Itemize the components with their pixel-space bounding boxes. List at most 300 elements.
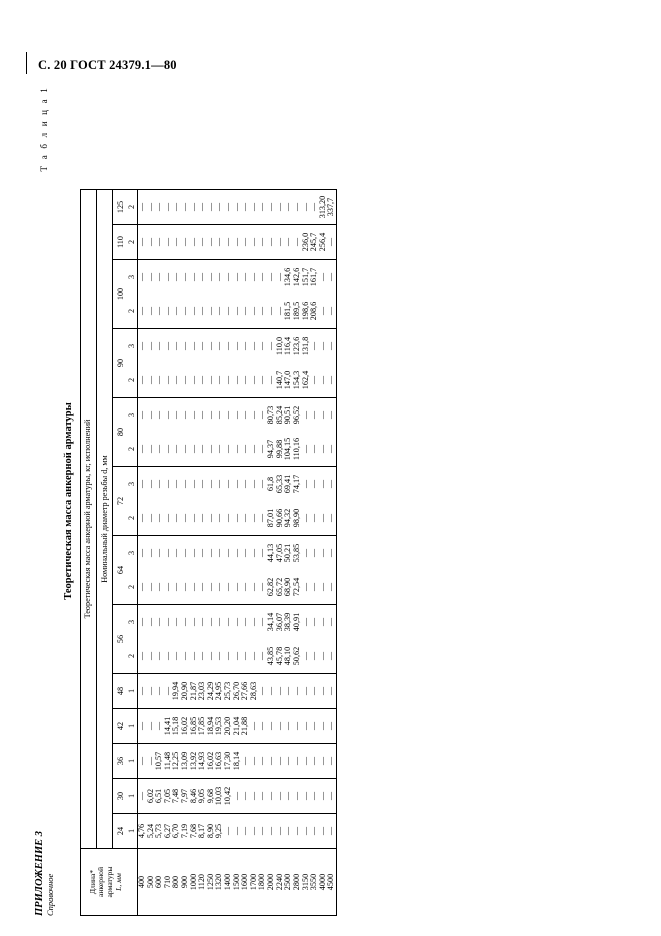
cell-72_3-2000: 61,8 xyxy=(267,467,276,502)
cell-90_2-1120: — xyxy=(197,375,207,385)
cell-90_2-2240: 140,7 xyxy=(274,370,284,390)
cell-30_1-1700: — xyxy=(250,779,259,814)
cell-72_3-1250: — xyxy=(207,467,216,502)
cell-100_3-2000: — xyxy=(267,260,276,295)
cell-110_2-1500: — xyxy=(233,225,242,260)
cell-64_2-1400: — xyxy=(223,582,233,592)
execution-header-110-2: 2 xyxy=(128,225,137,260)
cell-100_2-2500: 181,5 xyxy=(283,301,293,321)
cell-56_3-1400: — xyxy=(224,605,233,640)
cell-48_1-710: — xyxy=(164,674,173,709)
cell-48_1-2240: — xyxy=(276,674,285,709)
cell-36_1-4500: — xyxy=(327,744,336,779)
cell-90_2-1500: — xyxy=(231,375,241,385)
cell-72_2-600: — xyxy=(154,513,164,523)
cell-100_2-1120: — xyxy=(197,306,207,316)
cell-80_3-1000: — xyxy=(190,398,199,433)
cell-24_1-1700: — xyxy=(250,814,259,849)
cell-100_2-710: — xyxy=(162,306,172,316)
cell-64_3-2000: 44,13 xyxy=(267,536,276,571)
cell-56_2-710: — xyxy=(162,651,172,661)
table-row xyxy=(327,190,336,916)
cell-90_3-2000: — xyxy=(267,329,276,364)
execution-header-42-1: 1 xyxy=(128,709,137,744)
diameter-header-56: 56 xyxy=(113,605,128,674)
cell-80_2-4500: — xyxy=(327,432,336,467)
cell-100_2-3150: 198,6 xyxy=(300,301,310,321)
cell-24_1-1000: 7,68 xyxy=(190,814,199,849)
cell-24_1-2500: — xyxy=(284,814,293,849)
cell-56_2-3550: — xyxy=(309,651,319,661)
cell-80_2-3550: — xyxy=(309,444,319,454)
cell-72_2-710: — xyxy=(162,513,172,523)
row-length-500: 500 xyxy=(147,849,156,916)
cell-110_2-3550: 245,7 xyxy=(310,225,319,260)
cell-100_3-1400: — xyxy=(224,260,233,295)
cell-56_3-2000: 34,14 xyxy=(267,605,276,640)
cell-72_2-2800: 98,90 xyxy=(291,508,301,528)
execution-header-72-2: 2 xyxy=(128,501,137,536)
cell-56_2-1500: — xyxy=(231,651,241,661)
header-row-mass xyxy=(81,190,97,916)
cell-110_2-2500: — xyxy=(284,225,293,260)
cell-90_3-400: — xyxy=(137,329,146,364)
cell-90_2-2500: 147,0 xyxy=(283,370,293,390)
cell-90_3-1250: — xyxy=(207,329,216,364)
cell-56_3-1500: — xyxy=(233,605,242,640)
cell-56_3-1320: — xyxy=(215,605,224,640)
cell-64_3-3550: — xyxy=(310,536,319,571)
row-length-800: 800 xyxy=(172,849,181,916)
row-length-710: 710 xyxy=(164,849,173,916)
cell-100_2-1250: — xyxy=(205,306,215,316)
cell-125_2-2800: — xyxy=(293,190,302,225)
cell-64_3-400: — xyxy=(137,536,146,571)
cell-36_1-3550: — xyxy=(310,744,319,779)
cell-42_1-600: — xyxy=(155,709,164,744)
cell-125_2-4500: 337,7 xyxy=(327,190,336,225)
cell-36_1-2800: — xyxy=(293,744,302,779)
cell-100_3-3150: 151,7 xyxy=(302,260,311,295)
cell-72_2-1600: — xyxy=(240,513,250,523)
cell-100_3-1600: — xyxy=(241,260,250,295)
row-length-4500: 4500 xyxy=(327,849,336,916)
cell-80_3-2240: 85,24 xyxy=(276,398,285,433)
cell-36_1-800: 12,25 xyxy=(172,744,181,779)
cell-100_2-1000: — xyxy=(188,306,198,316)
execution-header-72-3: 3 xyxy=(128,467,137,502)
cell-72_3-1700: — xyxy=(250,467,259,502)
cell-42_1-1400: 20,20 xyxy=(224,709,233,744)
cell-42_1-1700: — xyxy=(250,709,259,744)
cell-56_3-1700: — xyxy=(250,605,259,640)
cell-72_2-800: — xyxy=(171,513,181,523)
diameter-header-42: 42 xyxy=(113,709,128,744)
cell-64_3-1250: — xyxy=(207,536,216,571)
cell-125_2-3550: — xyxy=(310,190,319,225)
cell-80_3-900: — xyxy=(181,398,190,433)
row-length-900: 900 xyxy=(181,849,190,916)
cell-100_2-4500: — xyxy=(327,294,336,329)
row-length-3550: 3550 xyxy=(310,849,319,916)
cell-80_3-4000: — xyxy=(319,398,328,433)
cell-80_3-1800: — xyxy=(258,398,267,433)
cell-80_2-1250: — xyxy=(205,444,215,454)
cell-90_3-2800: 123,6 xyxy=(293,329,302,364)
cell-30_1-1320: 10,03 xyxy=(215,779,224,814)
cell-36_1-1250: 16,02 xyxy=(207,744,216,779)
cell-90_3-1120: — xyxy=(198,329,207,364)
cell-100_2-500: — xyxy=(145,306,155,316)
cell-48_1-500: — xyxy=(147,674,156,709)
cell-90_3-1000: — xyxy=(190,329,199,364)
cell-56_2-500: — xyxy=(145,651,155,661)
cell-48_1-3150: — xyxy=(302,674,311,709)
cell-80_2-1700: — xyxy=(248,444,258,454)
cell-110_2-3150: 236,0 xyxy=(302,225,311,260)
cell-110_2-900: — xyxy=(181,225,190,260)
cell-80_3-1700: — xyxy=(250,398,259,433)
cell-100_2-2000: — xyxy=(266,306,276,316)
cell-110_2-1700: — xyxy=(250,225,259,260)
cell-90_3-800: — xyxy=(172,329,181,364)
cell-36_1-2500: — xyxy=(284,744,293,779)
row-length-1600: 1600 xyxy=(241,849,250,916)
cell-30_1-800: 7,48 xyxy=(172,779,181,814)
cell-56_2-2000: 43,85 xyxy=(266,646,276,666)
cell-64_2-4000: — xyxy=(317,582,327,592)
diameter-header-24: 24 xyxy=(113,814,128,849)
cell-72_3-900: — xyxy=(181,467,190,502)
cell-90_3-1500: — xyxy=(233,329,242,364)
cell-90_2-800: — xyxy=(171,375,181,385)
cell-80_3-400: — xyxy=(137,398,146,433)
cell-64_3-1800: — xyxy=(258,536,267,571)
cell-42_1-1000: 16,85 xyxy=(190,709,199,744)
cell-24_1-2800: — xyxy=(293,814,302,849)
cell-48_1-1250: 24,29 xyxy=(207,674,216,709)
cell-24_1-1800: — xyxy=(258,814,267,849)
cell-42_1-3150: — xyxy=(302,709,311,744)
cell-36_1-1500: 18,14 xyxy=(233,744,242,779)
cell-72_2-4000: — xyxy=(317,513,327,523)
cell-56_2-2500: 48,10 xyxy=(283,646,293,666)
cell-80_2-2240: 99,88 xyxy=(274,439,284,459)
cell-100_3-1700: — xyxy=(250,260,259,295)
row-length-1500: 1500 xyxy=(233,849,242,916)
cell-48_1-1320: 24,95 xyxy=(215,674,224,709)
cell-56_3-800: — xyxy=(172,605,181,640)
cell-110_2-500: — xyxy=(147,225,156,260)
cell-80_3-1400: — xyxy=(224,398,233,433)
execution-header-100-2: 2 xyxy=(128,294,137,329)
cell-80_3-1320: — xyxy=(215,398,224,433)
cell-56_2-1800: — xyxy=(257,651,267,661)
cell-24_1-4000: — xyxy=(319,814,328,849)
cell-36_1-2240: — xyxy=(276,744,285,779)
cell-24_1-1400: — xyxy=(224,814,233,849)
cell-90_3-500: — xyxy=(147,329,156,364)
cell-30_1-1400: 10,42 xyxy=(224,779,233,814)
cell-48_1-1000: 21,87 xyxy=(190,674,199,709)
cell-100_3-900: — xyxy=(181,260,190,295)
cell-90_2-2000: — xyxy=(266,375,276,385)
cell-90_3-1800: — xyxy=(258,329,267,364)
row-length-4000: 4000 xyxy=(319,849,328,916)
cell-42_1-1500: 21,04 xyxy=(233,709,242,744)
cell-56_3-710: — xyxy=(164,605,173,640)
cell-56_3-3150: — xyxy=(302,605,311,640)
cell-90_2-4000: — xyxy=(317,375,327,385)
cell-80_2-1600: — xyxy=(240,444,250,454)
cell-48_1-2800: — xyxy=(293,674,302,709)
cell-72_2-2240: 90,66 xyxy=(274,508,284,528)
cell-72_2-3150: — xyxy=(300,513,310,523)
cell-72_2-500: — xyxy=(145,513,155,523)
cell-64_2-1800: — xyxy=(257,582,267,592)
cell-90_3-1400: — xyxy=(224,329,233,364)
cell-36_1-500: — xyxy=(147,744,156,779)
diameter-header-100: 100 xyxy=(113,260,128,329)
header-row-diam xyxy=(97,190,113,916)
cell-48_1-1120: 23,03 xyxy=(198,674,207,709)
cell-42_1-4500: — xyxy=(327,709,336,744)
execution-header-80-2: 2 xyxy=(128,432,137,467)
cell-30_1-600: 6,51 xyxy=(155,779,164,814)
cell-90_2-1600: — xyxy=(240,375,250,385)
cell-125_2-1600: — xyxy=(241,190,250,225)
cell-56_3-3550: — xyxy=(310,605,319,640)
diameter-header-125: 125 xyxy=(113,190,128,225)
cell-30_1-1800: — xyxy=(258,779,267,814)
cell-110_2-1400: — xyxy=(224,225,233,260)
execution-header-80-3: 3 xyxy=(128,398,137,433)
cell-42_1-1320: 19,53 xyxy=(215,709,224,744)
cell-56_3-2240: 36,07 xyxy=(276,605,285,640)
cell-125_2-1000: — xyxy=(190,190,199,225)
cell-48_1-800: 19,94 xyxy=(172,674,181,709)
execution-header-48-1: 1 xyxy=(128,674,137,709)
cell-90_2-500: — xyxy=(145,375,155,385)
cell-48_1-1700: 28,63 xyxy=(250,674,259,709)
cell-80_3-1250: — xyxy=(207,398,216,433)
cell-100_3-800: — xyxy=(172,260,181,295)
cell-64_2-400: — xyxy=(136,582,146,592)
cell-64_2-800: — xyxy=(171,582,181,592)
execution-header-24-1: 1 xyxy=(128,814,137,849)
cell-80_3-4500: — xyxy=(327,398,336,433)
row-length-2000: 2000 xyxy=(267,849,276,916)
cell-90_3-4000: — xyxy=(319,329,328,364)
cell-90_3-4500: — xyxy=(327,329,336,364)
cell-72_2-1700: — xyxy=(248,513,258,523)
cell-42_1-2240: — xyxy=(276,709,285,744)
cell-100_2-900: — xyxy=(180,306,189,316)
cell-30_1-500: 6,02 xyxy=(147,779,156,814)
table-number-label: Т а б л и ц а 1 xyxy=(39,86,49,172)
cell-100_3-4000: — xyxy=(319,260,328,295)
cell-80_2-4000: — xyxy=(317,444,327,454)
cell-24_1-1500: — xyxy=(233,814,242,849)
cell-56_2-1400: — xyxy=(223,651,233,661)
cell-72_2-4500: — xyxy=(327,501,336,536)
cell-80_3-3150: — xyxy=(302,398,311,433)
cell-56_3-500: — xyxy=(147,605,156,640)
cell-42_1-2500: — xyxy=(284,709,293,744)
cell-90_3-1600: — xyxy=(241,329,250,364)
cell-80_2-2800: 110,16 xyxy=(291,437,301,461)
cell-72_3-2240: 65,33 xyxy=(276,467,285,502)
cell-72_2-2500: 94,32 xyxy=(283,508,293,528)
cell-80_2-1500: — xyxy=(231,444,241,454)
cell-125_2-2240: — xyxy=(276,190,285,225)
cell-90_2-710: — xyxy=(162,375,172,385)
cell-56_2-4000: — xyxy=(317,651,327,661)
cell-64_3-710: — xyxy=(164,536,173,571)
cell-64_2-900: — xyxy=(180,582,189,592)
cell-72_3-500: — xyxy=(147,467,156,502)
diameter-header-90: 90 xyxy=(113,329,128,398)
cell-110_2-2800: — xyxy=(293,225,302,260)
cell-24_1-1250: 8,90 xyxy=(207,814,216,849)
cell-56_2-400: — xyxy=(136,651,146,661)
cell-100_2-600: — xyxy=(154,306,164,316)
cell-64_2-2800: 72,54 xyxy=(291,577,301,597)
cell-100_3-600: — xyxy=(155,260,164,295)
cell-110_2-2240: — xyxy=(276,225,285,260)
cell-36_1-600: 10,57 xyxy=(155,744,164,779)
cell-64_2-500: — xyxy=(145,582,155,592)
cell-100_3-400: — xyxy=(137,260,146,295)
cell-100_2-3550: 208,6 xyxy=(309,301,319,321)
cell-110_2-4000: 256,4 xyxy=(319,225,328,260)
cell-64_2-1250: — xyxy=(205,582,215,592)
cell-100_3-1800: — xyxy=(258,260,267,295)
cell-80_3-710: — xyxy=(164,398,173,433)
cell-36_1-400: — xyxy=(137,744,146,779)
cell-90_2-1000: — xyxy=(188,375,198,385)
cell-64_3-2500: 50,21 xyxy=(284,536,293,571)
stub-head-line4: L, мм xyxy=(114,873,124,891)
cell-110_2-1000: — xyxy=(190,225,199,260)
cell-90_2-400: — xyxy=(136,375,146,385)
appendix-subtitle: Справочное xyxy=(45,873,55,916)
cell-30_1-2500: — xyxy=(284,779,293,814)
cell-64_2-710: — xyxy=(162,582,172,592)
diameter-header-48: 48 xyxy=(113,674,128,709)
cell-42_1-1120: 17,85 xyxy=(198,709,207,744)
cell-30_1-400: — xyxy=(137,779,146,814)
cell-72_3-800: — xyxy=(172,467,181,502)
cell-64_3-4000: — xyxy=(319,536,328,571)
cell-56_3-900: — xyxy=(181,605,190,640)
cell-48_1-1800: — xyxy=(258,674,267,709)
rotated-content xyxy=(34,86,337,916)
row-length-1320: 1320 xyxy=(215,849,224,916)
cell-64_3-600: — xyxy=(155,536,164,571)
cell-64_2-2240: 65,72 xyxy=(274,577,284,597)
cell-80_3-1500: — xyxy=(233,398,242,433)
cell-80_2-800: — xyxy=(171,444,181,454)
cell-48_1-2000: — xyxy=(267,674,276,709)
row-length-1120: 1120 xyxy=(198,849,207,916)
cell-90_2-2800: 154,3 xyxy=(291,370,301,390)
diameter-header-30: 30 xyxy=(113,779,128,814)
cell-42_1-500: — xyxy=(147,709,156,744)
cell-64_3-900: — xyxy=(181,536,190,571)
cell-90_2-1400: — xyxy=(223,375,233,385)
row-length-2800: 2800 xyxy=(293,849,302,916)
cell-72_3-1320: — xyxy=(215,467,224,502)
cell-64_3-1000: — xyxy=(190,536,199,571)
stub-header-cell xyxy=(81,849,129,916)
cell-80_3-2800: 96,52 xyxy=(293,398,302,433)
cell-72_3-1500: — xyxy=(233,467,242,502)
execution-header-36-1: 1 xyxy=(128,744,137,779)
row-length-3150: 3150 xyxy=(302,849,311,916)
execution-header-64-3: 3 xyxy=(128,536,137,571)
cell-64_3-1500: — xyxy=(233,536,242,571)
mass-table xyxy=(80,189,337,916)
cell-100_3-710: — xyxy=(164,260,173,295)
stub-head-line2: анкерной xyxy=(96,866,106,898)
cell-24_1-710: 6,27 xyxy=(164,814,173,849)
cell-125_2-900: — xyxy=(181,190,190,225)
appendix-number: ПРИЛОЖЕНИЕ 3 xyxy=(34,831,45,916)
cell-56_2-1600: — xyxy=(240,651,250,661)
cell-100_3-3550: 161,7 xyxy=(310,260,319,295)
cell-48_1-3550: — xyxy=(310,674,319,709)
cell-110_2-400: — xyxy=(137,225,146,260)
cell-80_2-1400: — xyxy=(223,444,233,454)
cell-42_1-2000: — xyxy=(267,709,276,744)
cell-24_1-2000: — xyxy=(267,814,276,849)
cell-90_2-600: — xyxy=(154,375,164,385)
cell-24_1-400: 4,76 xyxy=(137,814,146,849)
cell-36_1-1400: 17,30 xyxy=(224,744,233,779)
cell-100_2-4000: — xyxy=(317,306,327,316)
cell-72_3-4500: — xyxy=(327,467,336,502)
cell-42_1-710: 14,41 xyxy=(164,709,173,744)
cell-100_2-1500: — xyxy=(231,306,241,316)
diameter-header-64: 64 xyxy=(113,536,128,605)
cell-42_1-900: 16,02 xyxy=(181,709,190,744)
cell-48_1-400: — xyxy=(137,674,146,709)
cell-125_2-1320: — xyxy=(215,190,224,225)
span-header-diameter: Номинальный диаметр резьбы d, мм xyxy=(97,190,113,849)
cell-80_2-1800: — xyxy=(257,444,267,454)
cell-72_3-2500: 69,41 xyxy=(284,467,293,502)
cell-36_1-4000: — xyxy=(319,744,328,779)
cell-90_2-1800: — xyxy=(257,375,267,385)
cell-48_1-900: 20,90 xyxy=(181,674,190,709)
cell-64_3-1600: — xyxy=(241,536,250,571)
cell-100_2-800: — xyxy=(171,306,181,316)
cell-56_3-4000: — xyxy=(319,605,328,640)
execution-header-56-3: 3 xyxy=(128,605,137,640)
cell-125_2-1250: — xyxy=(207,190,216,225)
cell-72_2-1320: — xyxy=(214,513,224,523)
cell-42_1-400: — xyxy=(137,709,146,744)
diameter-header-110: 110 xyxy=(113,225,128,260)
cell-72_3-1000: — xyxy=(190,467,199,502)
cell-110_2-1600: — xyxy=(241,225,250,260)
cell-100_3-1120: — xyxy=(198,260,207,295)
cell-64_2-600: — xyxy=(154,582,164,592)
cell-80_3-1600: — xyxy=(241,398,250,433)
cell-125_2-1800: — xyxy=(258,190,267,225)
cell-36_1-1320: 16,63 xyxy=(215,744,224,779)
